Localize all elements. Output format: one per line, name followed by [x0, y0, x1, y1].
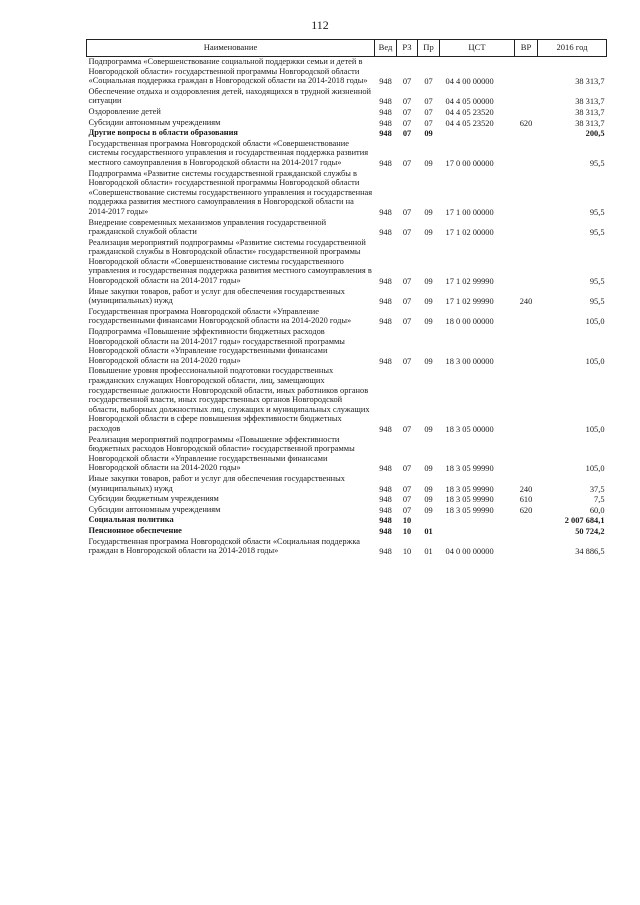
row-sum: 38 313,7	[575, 118, 605, 128]
row-name: Подпрограмма «Развитие системы государственной гражданской службы в Новгородской области» государственной программы Новгородской области «Совершенствование системы государственного управления и государственная поддержка развития местного самоуправления в Новгородской области на 2014-2017 годы»	[88, 168, 373, 216]
row-sum: 2 007 684,1	[564, 516, 605, 526]
row-name: Государственная программа Новгородской области «Социальная поддержка граждан в Новгородской области на 2014-2018 годы»	[88, 536, 360, 556]
row-name: Иные закупки товаров, работ и услуг для обеспечения государственных (муниципальных) нужд	[88, 286, 345, 306]
budget-table	[86, 39, 607, 557]
row-cst: 18 3 05 99990	[445, 484, 494, 494]
header-rz: РЗ	[397, 40, 418, 57]
row-vr	[515, 87, 538, 107]
row-sum: 105,0	[585, 356, 605, 366]
row-vr	[515, 366, 538, 434]
row-rz: 07	[402, 228, 412, 238]
row-name: Государственная программа Новгородской области «Совершенствование системы государственного управления и государственная поддержка развития местного самоуправления в Новгородской области на 2014-2017 годы»	[88, 138, 369, 167]
row-sum: 105,0	[585, 424, 605, 434]
row-vr: 620	[519, 505, 533, 515]
row-cst: 18 3 00 00000	[445, 356, 494, 366]
row-vr	[515, 107, 538, 118]
row-name: Реализация мероприятий подпрограммы «Повышение эффективности бюджетных расходов Новгородской области» государственной программы Новгородской области «Управление государственными финансами Новгородской области на 2014-2020 годы»	[88, 434, 355, 473]
row-rz: 07	[402, 118, 412, 128]
row-sum: 200,5	[585, 129, 605, 139]
row-cst: 17 0 00 00000	[445, 158, 494, 168]
table-row	[87, 139, 607, 169]
row-pr: 09	[424, 464, 433, 474]
row-cst	[440, 526, 515, 537]
table-row	[87, 107, 607, 118]
row-pr: 09	[424, 129, 433, 139]
row-rz: 07	[402, 424, 412, 434]
header-pr: Пр	[418, 40, 440, 57]
row-rz: 10	[402, 547, 412, 557]
row-cst: 18 3 05 99990	[445, 495, 494, 505]
row-ved: 948	[379, 547, 392, 557]
row-vr	[515, 128, 538, 139]
row-pr: 09	[424, 207, 433, 217]
row-rz: 07	[402, 97, 412, 107]
row-sum: 95,5	[589, 207, 605, 217]
row-vr	[515, 307, 538, 327]
row-rz: 10	[402, 516, 412, 526]
row-ved: 948	[379, 77, 392, 87]
row-sum: 105,0	[585, 317, 605, 327]
row-ved: 948	[379, 129, 392, 139]
row-name: Пенсионное обеспечение	[88, 525, 182, 535]
table-row	[87, 537, 607, 557]
row-ved: 948	[379, 158, 392, 168]
row-rz: 07	[402, 495, 412, 505]
table-row	[87, 287, 607, 307]
row-vr	[515, 526, 538, 537]
row-rz: 07	[402, 484, 412, 494]
row-vr	[515, 515, 538, 526]
row-cst: 17 1 02 99990	[445, 297, 494, 307]
header-row	[87, 40, 607, 57]
row-ved: 948	[379, 516, 392, 526]
row-sum: 95,5	[589, 277, 605, 287]
row-ved: 948	[379, 356, 392, 366]
row-cst: 04 0 00 00000	[445, 547, 494, 557]
table-row	[87, 218, 607, 238]
row-vr: 620	[519, 118, 533, 128]
row-sum: 95,5	[589, 297, 605, 307]
row-ved: 948	[379, 526, 392, 536]
row-vr	[515, 238, 538, 287]
row-vr	[515, 139, 538, 169]
row-ved: 948	[379, 107, 392, 117]
row-vr	[515, 327, 538, 366]
row-pr: 07	[424, 107, 433, 117]
row-ved: 948	[379, 207, 392, 217]
page-number: 112	[311, 18, 329, 32]
row-ved: 948	[379, 118, 392, 128]
row-vr	[515, 537, 538, 557]
row-pr: 09	[424, 495, 433, 505]
row-sum: 95,5	[589, 228, 605, 238]
row-rz: 07	[402, 297, 412, 307]
table-row	[87, 128, 607, 139]
row-sum: 38 313,7	[575, 77, 605, 87]
row-ved: 948	[379, 505, 392, 515]
row-name: Социальная политика	[88, 515, 174, 525]
row-name: Реализация мероприятий подпрограммы «Развитие системы государственной гражданской службы в Новгородской области» государственной программы Новгородской области «Совершенствование системы государственного управления и государственная поддержка развития местного самоуправления в Новгородской области на 2014-2017 годы»	[88, 237, 372, 286]
row-sum: 34 886,5	[575, 547, 605, 557]
row-name: Обеспечение отдыха и оздоровления детей, находящихся в трудной жизненной ситуации	[88, 86, 371, 106]
row-name: Подпрограмма «Совершенствование социальной поддержки семьи и детей в Новгородской области» государственной программы Новгородской области «Социальная поддержка граждан в Новгородской области на 2014-2018 годы»	[88, 57, 368, 86]
row-sum: 7,5	[594, 495, 605, 505]
row-rz: 07	[402, 77, 412, 87]
row-ved: 948	[379, 484, 392, 494]
row-vr	[515, 57, 538, 87]
row-pr: 09	[424, 317, 433, 327]
row-rz: 07	[402, 207, 412, 217]
table-body	[87, 57, 607, 557]
table-row	[87, 87, 607, 107]
row-cst: 17 1 02 99990	[445, 277, 494, 287]
row-vr	[515, 435, 538, 474]
row-rz: 07	[402, 129, 412, 139]
row-pr: 09	[424, 505, 433, 515]
table-row	[87, 505, 607, 516]
row-cst: 18 3 05 99990	[445, 505, 494, 515]
header-cst: ЦСТ	[440, 40, 515, 57]
row-pr: 01	[424, 547, 433, 557]
row-rz: 07	[402, 464, 412, 474]
row-sum: 105,0	[585, 464, 605, 474]
table-row	[87, 307, 607, 327]
row-name: Иные закупки товаров, работ и услуг для обеспечения государственных (муниципальных) нужд	[88, 473, 345, 493]
row-cst: 18 3 05 00000	[445, 424, 494, 434]
table-row	[87, 118, 607, 129]
row-vr: 240	[519, 297, 533, 307]
table-header	[87, 40, 607, 57]
row-vr	[515, 169, 538, 218]
row-name: Другие вопросы в области образования	[88, 128, 238, 138]
row-cst	[440, 515, 515, 526]
row-name: Внедрение современных механизмов управления государственной гражданской службой области	[88, 217, 327, 237]
row-sum: 38 313,7	[575, 97, 605, 107]
row-cst: 04 4 05 23520	[445, 107, 494, 117]
table-row	[87, 526, 607, 537]
table-row	[87, 169, 607, 218]
row-pr: 07	[424, 118, 433, 128]
row-pr: 09	[424, 484, 433, 494]
row-pr: 09	[424, 424, 433, 434]
row-pr: 01	[424, 526, 433, 536]
row-name: Субсидии бюджетным учреждениям	[88, 494, 219, 504]
row-cst: 18 3 05 99990	[445, 464, 494, 474]
row-ved: 948	[379, 317, 392, 327]
row-cst: 18 0 00 00000	[445, 317, 494, 327]
table-row	[87, 238, 607, 287]
row-pr: 09	[424, 356, 433, 366]
row-cst: 17 1 00 00000	[445, 207, 494, 217]
row-sum: 37,5	[589, 484, 605, 494]
row-rz: 07	[402, 277, 412, 287]
row-cst: 04 4 00 00000	[445, 77, 494, 87]
table-row	[87, 494, 607, 505]
header-sum: 2016 год	[538, 40, 607, 57]
row-ved: 948	[379, 228, 392, 238]
row-rz: 07	[402, 317, 412, 327]
header-ved: Вед	[375, 40, 397, 57]
header-vr: ВР	[515, 40, 538, 57]
row-pr: 09	[424, 158, 433, 168]
table-row	[87, 366, 607, 434]
row-ved: 948	[379, 97, 392, 107]
row-pr: 09	[424, 277, 433, 287]
row-ved: 948	[379, 277, 392, 287]
row-vr: 240	[519, 484, 533, 494]
row-sum: 38 313,7	[575, 107, 605, 117]
row-vr	[515, 218, 538, 238]
row-cst: 04 4 05 00000	[445, 97, 494, 107]
row-pr: 09	[424, 297, 433, 307]
row-sum: 50 724,2	[575, 526, 605, 536]
table-row	[87, 57, 607, 87]
row-name: Государственная программа Новгородской области «Управление государственными финансами Новгородской области на 2014-2020 годы»	[88, 306, 352, 326]
row-rz: 10	[402, 526, 412, 536]
row-name: Повышение уровня профессиональной подготовки государственных гражданских служащих Новгородской области, лиц, замещающих государственные должности Новгородской области, иных работников органов государственной власти, иных государственных органов Новгородской области, выборных должностных лиц, служащих и муниципальных служащих Новгородской области в сфере повышения эффективности бюджетных расходов	[88, 366, 370, 433]
row-sum: 95,5	[589, 158, 605, 168]
row-pr: 07	[424, 77, 433, 87]
row-vr: 610	[519, 495, 533, 505]
row-pr: 09	[424, 228, 433, 238]
row-ved: 948	[379, 424, 392, 434]
row-cst: 04 4 05 23520	[445, 118, 494, 128]
row-name: Оздоровление детей	[88, 106, 161, 116]
row-rz: 07	[402, 158, 412, 168]
row-rz: 07	[402, 107, 412, 117]
row-name: Субсидии автономным учреждениям	[88, 504, 221, 514]
row-ved: 948	[379, 464, 392, 474]
row-ved: 948	[379, 297, 392, 307]
table-row	[87, 515, 607, 526]
row-name: Субсидии автономным учреждениям	[88, 117, 221, 127]
row-cst: 17 1 02 00000	[445, 228, 494, 238]
table-row	[87, 474, 607, 494]
row-rz: 07	[402, 356, 412, 366]
row-ved: 948	[379, 495, 392, 505]
table-row	[87, 435, 607, 474]
header-name: Наименование	[87, 40, 375, 57]
row-name: Подпрограмма «Повышение эффективности бюджетных расходов Новгородской области на 2014-2017 годы» государственной программы Новгородской области «Управление государственными финансами Новгородской области на 2014-2020 годы»	[88, 327, 345, 365]
row-pr: 07	[424, 97, 433, 107]
row-sum: 60,0	[589, 505, 605, 515]
row-rz: 07	[402, 505, 412, 515]
row-cst	[440, 128, 515, 139]
table-row	[87, 327, 607, 366]
row-pr	[418, 515, 440, 526]
